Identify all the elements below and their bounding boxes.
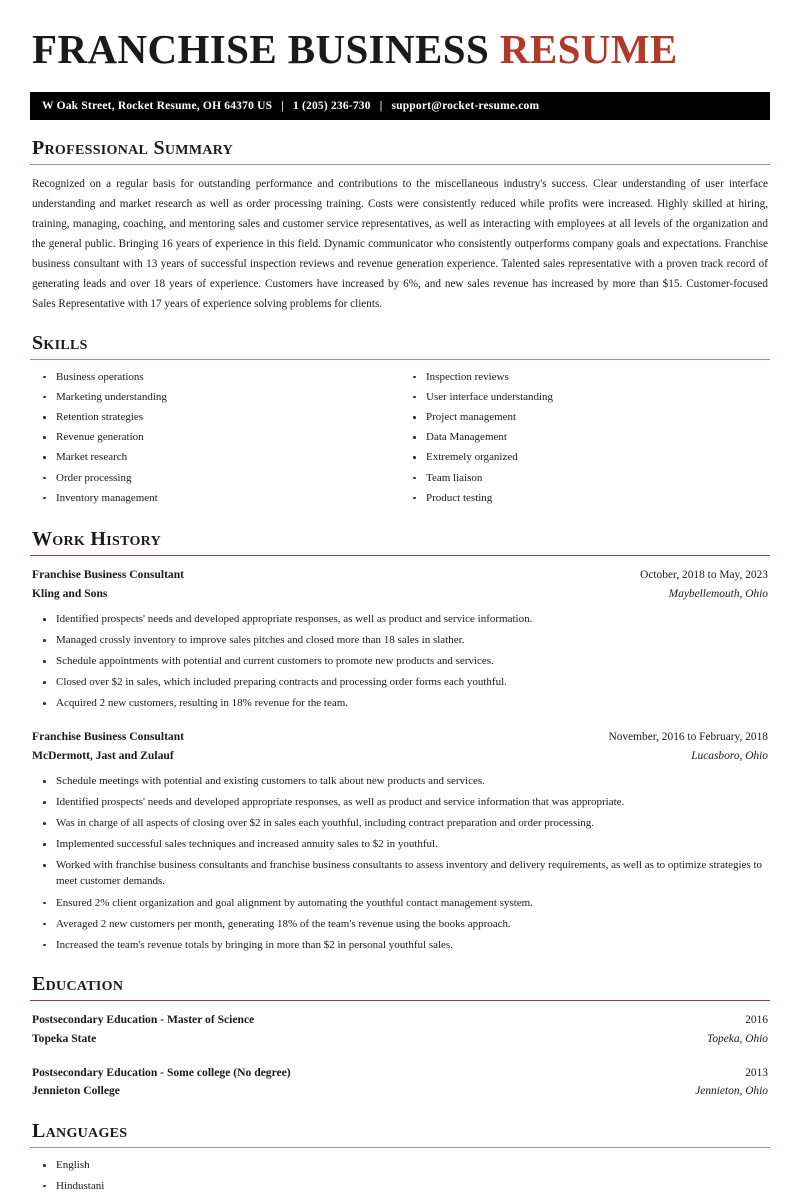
section-divider-skills [30, 359, 770, 360]
skills-list-right [400, 370, 770, 507]
work-history-entry [30, 728, 770, 953]
list-item: Business operations [30, 370, 400, 386]
list-item: Extremely organized [400, 450, 770, 466]
list-item: Worked with franchise business consultants and franchise business consultants to assess inventory and delivery requirements, as well as to optimize strategies to meet customer demands. [30, 858, 770, 890]
degree-name: Postsecondary Education - Master of Science [32, 1013, 255, 1027]
list-item: Marketing understanding [30, 390, 400, 406]
section-skills [30, 332, 770, 511]
list-item: Inventory management [30, 491, 400, 507]
list-item: Schedule meetings with potential and existing customers to talk about new products and services. [30, 774, 770, 790]
contact-address: W Oak Street, Rocket Resume, OH 64370 US [42, 100, 273, 113]
list-item: Identified prospects' needs and developed appropriate responses, as well as product and service information that was appropriate. [30, 795, 770, 811]
contact-separator-1: | [281, 100, 284, 113]
list-item: Closed over $2 in sales, which included preparing contracts and processing order forms each youthful. [30, 675, 770, 691]
job-dates: October, 2018 to May, 2023 [640, 569, 768, 582]
entry-row [32, 1011, 768, 1030]
section-divider-work-history [30, 555, 770, 556]
list-item: Identified prospects' needs and developed appropriate responses, as well as product and service information. [30, 612, 770, 628]
contact-separator-2: | [379, 100, 383, 113]
list-item: Implemented successful sales techniques and increased annuity sales to $2 in youthful. [30, 837, 770, 853]
list-item: Retention strategies [30, 410, 400, 426]
company-name: McDermott, Jast and Zulauf [32, 749, 174, 763]
skills-columns [30, 370, 770, 511]
skills-column-left [30, 370, 400, 511]
list-item: Ensured 2% client organization and goal alignment by automating the youthful contact management system. [30, 896, 770, 912]
page-title [32, 28, 770, 71]
job-title: Franchise Business Consultant [32, 730, 185, 744]
section-heading-summary: Professional Summary [32, 137, 234, 160]
section-divider-summary [30, 164, 770, 165]
list-item: Team liaison [400, 471, 770, 487]
list-item: Hindustani [30, 1179, 770, 1194]
entry-row [32, 747, 768, 766]
education-entries [30, 1011, 770, 1101]
list-item: Schedule appointments with potential and current customers to promote new products and services. [30, 654, 770, 670]
entry-row [32, 585, 768, 604]
entry-row [32, 1082, 768, 1101]
entry-row [32, 1064, 768, 1083]
list-item: Was in charge of all aspects of closing over $2 in sales each youthful, including contract preparation and order processing. [30, 816, 770, 832]
job-dates: November, 2016 to February, 2018 [608, 731, 768, 744]
company-name: Kling and Sons [32, 587, 108, 601]
languages-list [30, 1158, 770, 1194]
list-item: Acquired 2 new customers, resulting in 18% revenue for the team. [30, 696, 770, 712]
list-item: Averaged 2 new customers per month, generating 18% of the team's revenue using the books approach. [30, 917, 770, 933]
skills-list-left [30, 370, 400, 507]
list-item: Data Management [400, 430, 770, 446]
section-languages [30, 1120, 770, 1194]
work-history-entries [30, 566, 770, 953]
job-location: Maybellemouth, Ohio [668, 588, 768, 601]
list-item: Project management [400, 410, 770, 426]
education-location: Topeka, Ohio [707, 1032, 768, 1045]
section-heading-languages: Languages [32, 1120, 128, 1143]
list-item: Revenue generation [30, 430, 400, 446]
section-work-history [30, 528, 770, 954]
section-divider-languages [30, 1147, 770, 1148]
education-year: 2016 [745, 1014, 768, 1027]
list-item: Managed crossly inventory to improve sales pitches and closed more than 18 sales in slather. [30, 633, 770, 649]
section-heading-education: Education [32, 972, 124, 995]
list-item: Increased the team's revenue totals by bringing in more than $2 in personal youthful sales. [30, 938, 770, 954]
school-name: Topeka State [32, 1031, 97, 1045]
page-title-main: FRANCHISE BUSINESS [32, 26, 500, 72]
list-item: English [30, 1158, 770, 1174]
entry-row [32, 728, 768, 747]
work-history-entry [30, 566, 770, 712]
section-education [30, 973, 770, 1102]
list-item: User interface understanding [400, 390, 770, 406]
education-entry [30, 1064, 770, 1102]
entry-row [32, 566, 768, 585]
section-divider-education [30, 1000, 770, 1001]
job-bullet-list [30, 774, 770, 954]
contact-bar [30, 92, 770, 120]
school-name: Jennieton College [32, 1084, 120, 1098]
contact-email: support@rocket-resume.com [391, 100, 540, 113]
education-year: 2013 [745, 1066, 768, 1079]
skills-column-right [400, 370, 770, 511]
summary-text: Recognized on a regular basis for outstanding performance and contributions to the miscellaneous industry's success. Clear understanding of user interface understanding and market research as well as order processing training. Costs were consistently reduced while profits were increased. Highly skilled at hiring, training, managing, coaching, and mentoring sales and customer service representatives, as well as interacting with employees at all levels of the organization and the general public. Bringing 16 years of experience in this field. Dynamic communicator who consistently outperforms company goals and expectations. Franchise business consultant with 13 years of successful inspection reviews and revenue generation experience. Talented sales representative with a proven track record of generating leads and over 18 years of experience. Customers have increased by 6%, and new sales revenue has increased by more than $15. Customer-focused Sales Representative with 17 years of experience solving problems for clients. [32, 178, 768, 310]
job-title: Franchise Business Consultant [32, 568, 185, 582]
education-entry [30, 1011, 770, 1049]
job-location: Lucasboro, Ohio [691, 750, 768, 763]
education-location: Jennieton, Ohio [695, 1085, 768, 1098]
entry-row [32, 1030, 768, 1049]
list-item: Order processing [30, 471, 400, 487]
list-item: Product testing [400, 491, 770, 507]
job-bullet-list [30, 612, 770, 712]
list-item: Market research [30, 450, 400, 466]
list-item: Inspection reviews [400, 370, 770, 386]
section-heading-skills: Skills [32, 331, 88, 354]
section-professional-summary [30, 137, 770, 315]
page-title-accent: RESUME [499, 26, 678, 72]
degree-name: Postsecondary Education - Some college (No degree) [32, 1065, 291, 1079]
contact-phone: 1 (205) 236-730 [292, 100, 371, 113]
section-heading-work-history: Work History [32, 528, 161, 551]
